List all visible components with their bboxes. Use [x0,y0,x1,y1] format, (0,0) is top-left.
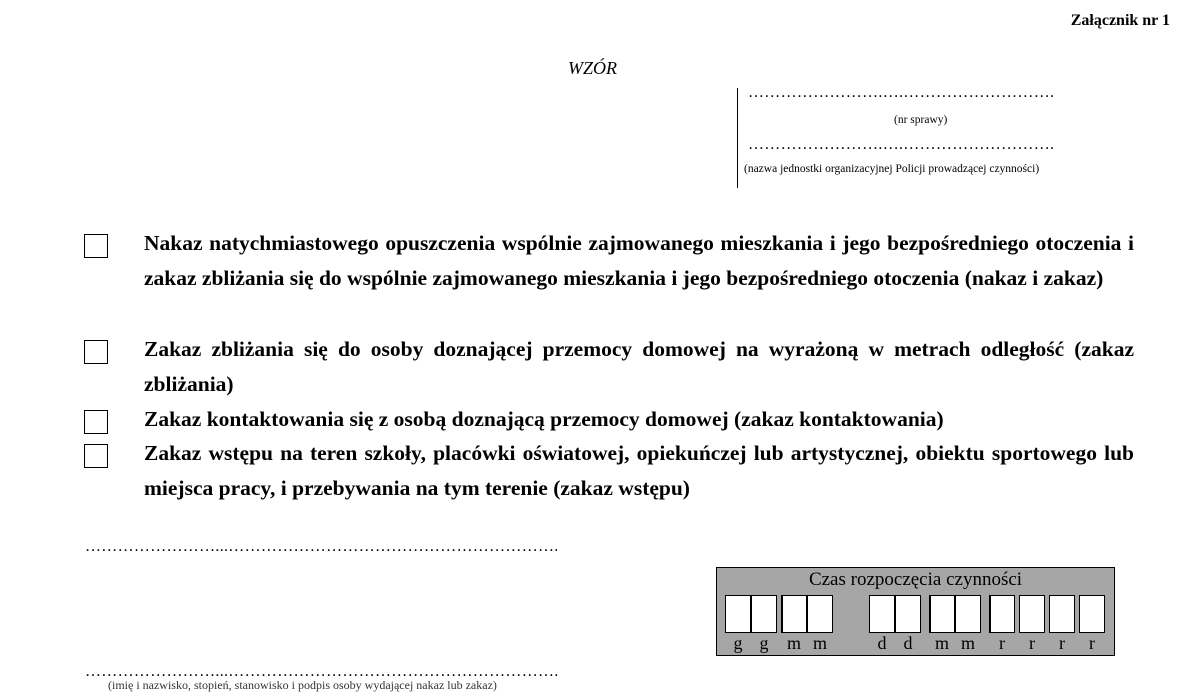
template-title: WZÓR [568,58,617,78]
option-label: Zakaz zbliżania się do osoby doznającej przemocy domowej na wyrażoną w metrach odległość (zakaz zbliżania) [144,337,1134,396]
signature-line-lower[interactable]: ……………………...……………………………………………………. [85,663,559,680]
time-unit-label: m [812,633,827,653]
option-label: Zakaz kontaktowania się z osobą doznającą przemocy domowej (zakaz kontaktowania) [144,407,944,431]
option-label: Zakaz wstępu na teren szkoły, placówki oświatowej, opiekuńczej lub artystycznej, obiektu sportowego lub miejsca pracy, i przebywania na tym terenie (zakaz wstępu) [144,441,1134,500]
case-number-label: (nr sprawy) [894,114,948,126]
time-cell[interactable] [807,595,833,633]
time-cell[interactable] [1079,595,1105,633]
time-unit-label: r [1029,633,1035,653]
annex-number: Załącznik nr 1 [1070,12,1170,29]
time-cell[interactable] [1019,595,1045,633]
option-contact-ban [84,402,1144,437]
time-cell[interactable] [929,595,955,633]
time-cell[interactable] [989,595,1015,633]
time-cell[interactable] [781,595,807,633]
time-cell[interactable] [955,595,981,633]
time-unit-label: m [934,633,949,653]
time-cell[interactable] [1049,595,1075,633]
time-cell[interactable] [895,595,921,633]
time-unit-label: m [786,633,801,653]
option-entry-ban [84,436,1144,506]
signature-line-upper[interactable]: ……………………...……………………………………………………. [85,538,559,555]
option-checkbox[interactable] [84,444,108,468]
option-checkbox[interactable] [84,410,108,434]
time-unit-label: d [903,633,913,653]
option-eviction-order [84,226,1144,296]
case-number-line[interactable]: …………………….….………………………. [748,84,1055,101]
option-approach-ban [84,332,1144,402]
time-unit-label: g [733,633,743,653]
time-cell[interactable] [869,595,895,633]
time-unit-label: g [759,633,769,653]
time-cell[interactable] [751,595,777,633]
time-unit-label: m [960,633,975,653]
start-time-title: Czas rozpoczęcia czynności [808,569,1023,590]
unit-name-label: (nazwa jednostki organizacyjnej Policji prowadzącej czynności) [744,163,1040,175]
time-unit-label: r [999,633,1005,653]
time-unit-label: r [1059,633,1065,653]
signature-caption: (imię i nazwisko, stopień, stanowisko i podpis osoby wydającej nakaz lub zakaz) [108,678,497,692]
unit-name-line[interactable]: …………………….….………………………. [748,136,1055,153]
option-checkbox[interactable] [84,234,108,258]
option-label: Nakaz natychmiastowego opuszczenia wspólnie zajmowanego mieszkania i jego bezpośredniego otoczenia i zakaz zbliżania się do wspólnie zajmowanego mieszkania i jego bezpośredniego otoczenia (nakaz i zakaz) [144,231,1134,290]
time-cell[interactable] [725,595,751,633]
time-unit-label: d [877,633,887,653]
option-checkbox[interactable] [84,340,108,364]
start-time-box [716,567,1115,656]
time-unit-label: r [1089,633,1095,653]
